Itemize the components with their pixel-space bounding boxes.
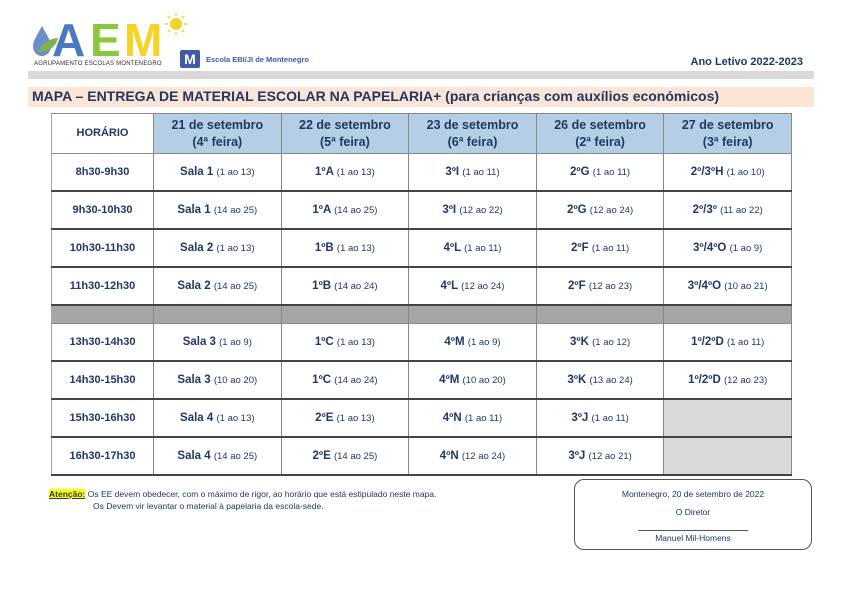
student-range: (12 ao 24) [461,281,505,292]
student-range: (14 ao 25) [334,205,378,216]
schedule-cell [154,229,282,267]
schedule-cell [664,324,792,362]
signature-place-date: Montenegro, 20 de setembro de 2022 [621,489,765,499]
schedule-cell [281,361,409,399]
class-name: 1º/2ºD [688,374,721,386]
schedule-cell [154,361,282,399]
break-cell [281,305,409,324]
student-range: (12 ao 23) [588,281,633,292]
student-range: (10 ao 20) [462,375,506,386]
signature-line [638,530,748,531]
notes-text-1: Os EE devem obedecer, com o máximo de rigor, ao horário que está estipulado neste mapa. [85,489,437,499]
class-name: 4ºL [443,242,461,254]
header-day [536,114,664,154]
student-range: (14 ao 24) [334,375,378,386]
student-range: (1 ao 13) [216,167,255,178]
student-range: (1 ao 9) [729,243,763,254]
logo-letter-a: A [52,14,86,62]
day-date: 22 de setembro [299,117,391,132]
class-name: 1ºB [312,280,332,292]
time-slot: 13h30-14h30 [52,324,154,362]
class-name: 3º/4ºO [693,242,727,254]
class-name: Sala 1 [180,166,214,178]
class-name: 1ºA [312,204,331,216]
time-slot: 11h30-12h30 [52,267,154,305]
schedule-cell [664,267,792,305]
page-title: MAPA – ENTREGA DE MATERIAL ESCOLAR NA PAPELARIA+ (para crianças com auxílios económicos) [32,88,720,104]
student-range: (1 ao 12) [592,337,631,348]
schedule-cell [154,267,282,305]
break-cell [664,305,792,324]
schedule-cell [281,154,409,192]
table-row [52,191,792,229]
class-name: 2ºG [570,166,590,178]
class-name: 2º/3º [692,204,717,216]
schedule-cell [536,267,664,305]
class-name: 2ºE [312,450,331,462]
student-range: (13 ao 24) [589,375,633,386]
table-row [52,229,792,267]
school-name: Escola EBI/JI de Montenegro [206,54,309,64]
schedule-cell [536,361,664,399]
class-name: Sala 4 [177,450,211,462]
schedule-cell [536,324,664,362]
schedule-cell [536,154,664,192]
class-name: Sala 4 [180,412,214,424]
student-range: (1 ao 11) [592,167,631,178]
student-range: (1 ao 11) [462,167,500,178]
header-day [409,114,537,154]
class-name: 2ºF [571,242,589,254]
student-range: (1 ao 13) [336,337,375,348]
day-date: 23 de setembro [426,117,519,132]
student-range: (1 ao 13) [216,243,255,254]
student-range: (1 ao 11) [464,413,503,424]
header-day [154,114,282,154]
student-range: (12 ao 24) [589,205,634,216]
student-range: (14 ao 25) [213,451,258,462]
break-cell [536,305,664,324]
time-slot: 8h30-9h30 [52,154,154,192]
class-name: 1º/2ºD [691,336,724,348]
empty-cell [664,399,792,437]
schedule-cell [664,154,792,192]
schedule-cell [409,191,537,229]
day-weekday: (6ª feira) [447,134,498,149]
table-row [52,437,792,475]
class-name: 2º/3ºH [690,166,724,178]
student-range: (12 ao 22) [459,205,503,216]
student-range: (14 ao 25) [333,451,378,462]
student-range: (11 ao 22) [720,205,763,216]
lunch-break-row [52,305,792,324]
header-divider [28,71,814,79]
schedule-cell [409,437,537,475]
day-weekday: (3ª feira) [702,134,753,149]
schedule-cell [154,154,282,192]
schedule-cell [664,229,792,267]
class-name: 4ºM [444,336,465,348]
class-name: 3ºI [445,166,460,178]
student-range: (1 ao 9) [467,337,501,348]
schedule-cell [409,361,537,399]
student-range: (10 ao 20) [213,375,258,386]
class-name: 2ºG [567,204,587,216]
time-slot: 16h30-17h30 [52,437,154,475]
time-slot: 15h30-16h30 [52,399,154,437]
day-date: 21 de setembro [171,117,264,132]
schedule-cell [154,191,282,229]
student-range: (1 ao 13) [336,413,375,424]
schedule-cell [154,399,282,437]
class-name: 3ºJ [568,450,586,462]
schedule-cell [154,324,282,362]
day-date: 27 de setembro [681,117,774,132]
class-name: 1ºC [314,336,334,348]
schedule-cell [281,324,409,362]
table-row [52,324,792,362]
class-name: 4ºM [439,374,460,386]
class-name: 3ºJ [571,412,589,424]
schedule-cell [409,267,537,305]
schedule-cell [536,229,664,267]
signature-name: Manuel Mil-Homens [655,533,731,543]
student-range: (14 ao 24) [334,281,378,292]
header-day [664,114,792,154]
break-cell [154,305,282,324]
schedule-cell [281,191,409,229]
class-name: 3ºI [442,204,457,216]
class-name: Sala 2 [177,280,211,292]
student-range: (14 ao 25) [213,281,258,292]
schedule-cell [664,361,792,399]
schedule-cell [409,154,537,192]
student-range: (1 ao 11) [464,243,502,254]
student-range: (1 ao 11) [591,243,630,254]
student-range: (12 ao 21) [588,451,632,462]
notes-line-1 [49,488,436,500]
day-weekday: (5ª feira) [320,134,370,149]
notes [49,488,436,512]
class-name: 4ºN [442,412,462,424]
header-day [281,114,409,154]
school-brand [180,50,309,68]
break-cell [409,305,537,324]
class-name: Sala 3 [177,374,211,386]
time-slot: 14h30-15h30 [52,361,154,399]
schedule-cell [409,229,537,267]
schedule-cell [409,399,537,437]
class-name: 4ºN [439,450,459,462]
table-header-row [52,114,792,154]
class-name: Sala 2 [180,242,214,254]
logo-subtitle: AGRUPAMENTO ESCOLAS MONTENEGRO [34,61,162,67]
student-range: (1 ao 10) [726,167,765,178]
time-slot: 9h30-10h30 [52,191,154,229]
student-range: (1 ao 9) [219,337,252,348]
class-name: 1ºA [315,166,334,178]
student-range: (1 ao 11) [591,413,629,424]
signature-role: O Diretor [675,507,711,517]
header-time: HORÁRIO [52,114,154,154]
schedule-cell [154,437,282,475]
class-name: 1ºC [312,374,332,386]
schedule-cell [409,324,537,362]
notes-line-2: Os Devem vir levantar o material à papelaria da escola-sede. [93,501,324,511]
class-name: 1ºB [314,242,334,254]
class-name: Sala 3 [182,336,216,348]
schedule-table [51,113,792,476]
day-date: 26 de setembro [554,117,646,132]
student-range: (1 ao 13) [216,413,255,424]
table-row [52,267,792,305]
empty-cell [664,437,792,475]
schedule-body [52,154,792,476]
class-name: Sala 1 [177,204,211,216]
student-range: (12 ao 23) [723,375,768,386]
day-weekday: (2ª feira) [575,134,625,149]
attention-label: Atenção: [49,489,86,499]
student-range: (1 ao 13) [336,243,375,254]
schedule-cell [536,399,664,437]
school-badge: M [180,50,200,68]
student-range: (14 ao 25) [213,205,258,216]
class-name: 3ºK [570,336,589,348]
table-row [52,154,792,192]
table-row [52,399,792,437]
schedule-cell [281,229,409,267]
logo-letter-e: E [90,14,121,62]
class-name: 3º/4ºO [687,280,722,292]
school-year: Ano Letivo 2022-2023 [690,56,803,68]
schedule-cell [536,191,664,229]
student-range: (12 ao 24) [461,451,506,462]
logo-letter-m: M [124,14,163,62]
class-name: 4ºL [440,280,458,292]
class-name: 2ºF [568,280,586,292]
student-range: (10 ao 21) [724,281,768,292]
schedule-cell [281,437,409,475]
break-cell [52,305,154,324]
class-name: 3ºK [567,374,587,386]
student-range: (1 ao 13) [336,167,375,178]
schedule-cell [281,399,409,437]
schedule-cell [281,267,409,305]
signature-box [574,479,812,550]
table-row [52,361,792,399]
schedule-cell [664,191,792,229]
schedule-cell [536,437,664,475]
class-name: 2ºE [315,412,334,424]
time-slot: 10h30-11h30 [52,229,154,267]
day-weekday: (4ª feira) [192,134,243,149]
student-range: (1 ao 11) [726,337,765,348]
